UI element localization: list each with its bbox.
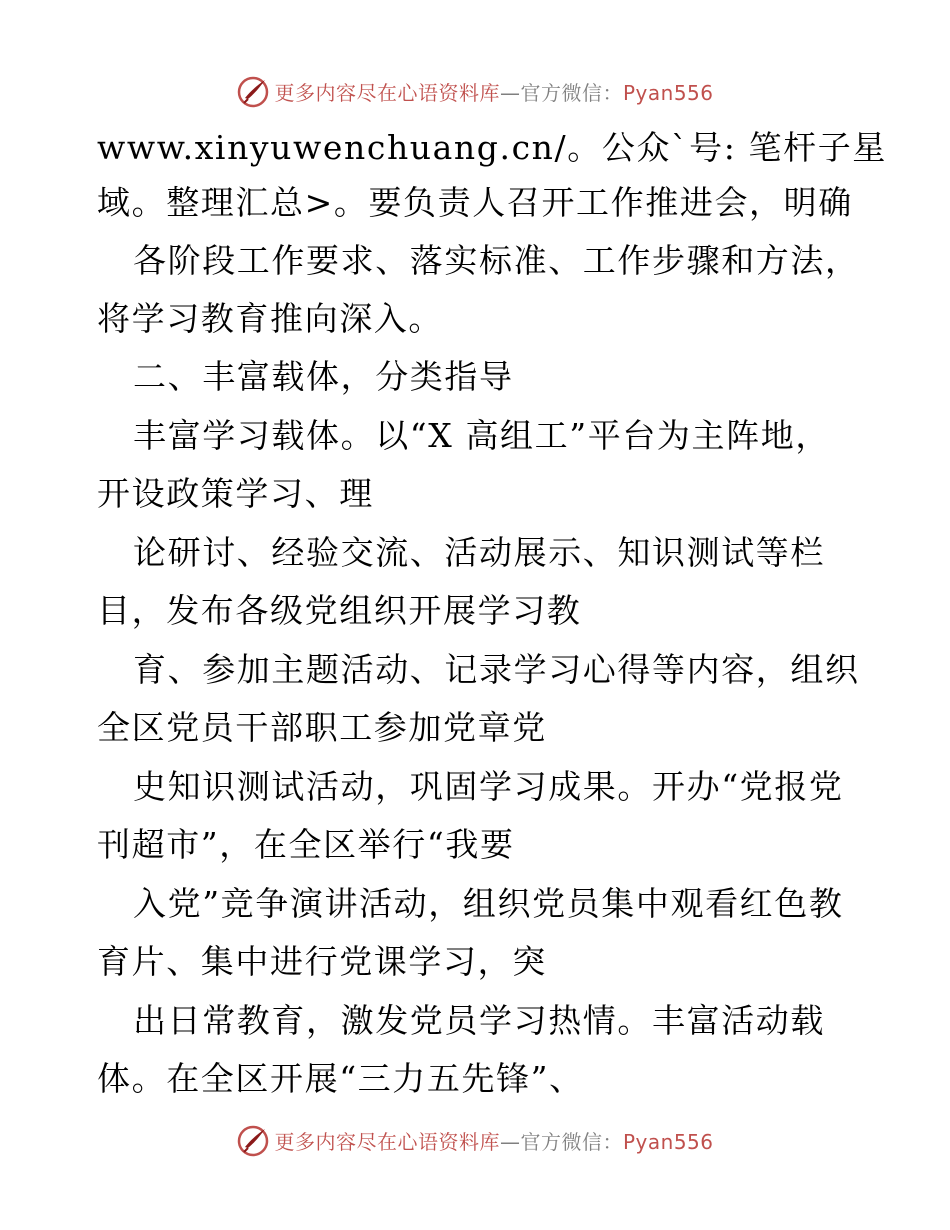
watermark-wechat-id: Pyan556 xyxy=(622,80,714,105)
body-line: 全区党员干部职工参加党章党 xyxy=(97,708,547,747)
body-line: 体。在全区开展“三力五先锋”、 xyxy=(97,1059,584,1098)
body-line: 各阶段工作要求、落实标准、工作步骤和方法， xyxy=(133,241,860,280)
watermark-separator: — xyxy=(499,80,521,105)
body-line: 域。整理汇总>。要负责人召开工作推进会，明确 xyxy=(97,183,853,222)
watermark-wechat-label: 官方微信： xyxy=(520,1129,623,1154)
body-line: 刊超市”，在全区举行“我要 xyxy=(97,825,515,864)
feather-pen-logo-icon xyxy=(236,74,270,108)
body-line: 育片、集中进行党课学习，突 xyxy=(97,942,547,981)
watermark-brand-text: 更多内容尽在心语资料库 xyxy=(274,80,500,105)
body-line: 入党”竞争演讲活动，组织党员集中观看红色教 xyxy=(133,884,844,923)
body-line: 丰富学习载体。以“X 高组工”平台为主阵地， xyxy=(133,416,830,455)
watermark-wechat-id: Pyan556 xyxy=(622,1129,714,1154)
body-line: 目，发布各级党组织开展学习教 xyxy=(97,591,582,630)
body-line: 史知识测试活动，巩固学习成果。开办“党报党 xyxy=(133,767,844,806)
section-heading: 二、丰富载体，分类指导 xyxy=(133,357,514,396)
footer-watermark xyxy=(0,1120,950,1160)
body-line: 育、参加主题活动、记录学习心得等内容，组织 xyxy=(133,650,860,689)
watermark-brand-text: 更多内容尽在心语资料库 xyxy=(274,1129,500,1154)
body-line: 论研讨、经验交流、活动展示、知识测试等栏 xyxy=(133,533,825,572)
watermark-separator: — xyxy=(499,1129,521,1154)
feather-pen-logo-icon xyxy=(236,1123,270,1157)
body-line: 出日常教育，激发党员学习热情。丰富活动载 xyxy=(133,1001,825,1040)
body-line: 将学习教育推向深入。 xyxy=(97,299,443,338)
watermark-wechat-label: 官方微信： xyxy=(520,80,623,105)
header-watermark xyxy=(0,71,950,111)
body-line: www.xinyuwenchuang.cn/。公众`号: 笔杆子星 xyxy=(97,128,887,167)
body-line: 开设政策学习、理 xyxy=(97,474,374,513)
